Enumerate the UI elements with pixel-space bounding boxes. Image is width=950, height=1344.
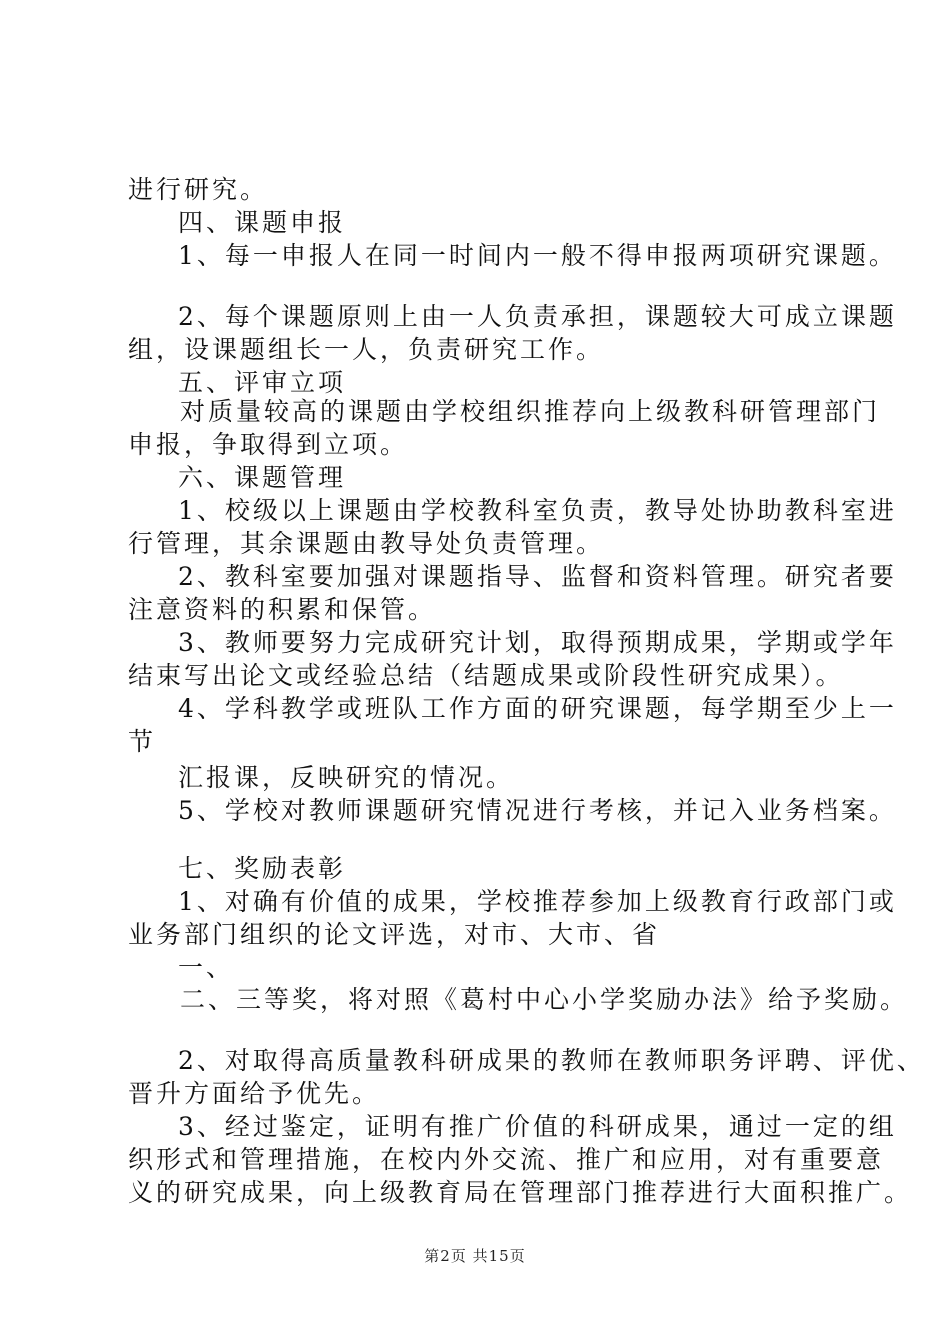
page-number-footer: 第2页 共15页 (424, 1247, 526, 1265)
text-line: 2、每个课题原则上由一人负责承担，课题较大可成立课题 (178, 302, 897, 331)
text-line: 申报，争取得到立项。 (128, 430, 409, 459)
text-line: 进行研究。 (128, 175, 269, 204)
text-line: 2、教科室要加强对课题指导、监督和资料管理。研究者要 (178, 562, 897, 591)
text-line: 晋升方面给予优先。 (128, 1079, 381, 1108)
section-heading: 六、课题管理 (178, 463, 347, 492)
text-line: 2、对取得高质量教科研成果的教师在教师职务评聘、评优、 (178, 1046, 925, 1075)
text-line: 织形式和管理措施，在校内外交流、推广和应用，对有重要意 (128, 1145, 885, 1174)
text-line: 5、学校对教师课题研究情况进行考核，并记入业务档案。 (178, 796, 897, 825)
text-line: 节 (128, 727, 157, 756)
text-line: 二、三等奖，将对照《葛村中心小学奖励办法》给予奖励。 (180, 985, 909, 1014)
text-line: 业务部门组织的论文评选，对市、大市、省 (128, 920, 661, 949)
text-line: 一、 (178, 953, 235, 982)
text-line: 对质量较高的课题由学校组织推荐向上级教科研管理部门 (180, 397, 881, 426)
text-line: 4、学科教学或班队工作方面的研究课题，每学期至少上一 (178, 694, 897, 723)
text-line: 1、校级以上课题由学校教科室负责，教导处协助教科室进 (178, 496, 897, 525)
text-line: 1、每一申报人在同一时间内一般不得申报两项研究课题。 (178, 241, 897, 270)
text-line: 组，设课题组长一人，负责研究工作。 (128, 335, 605, 364)
text-line: 义的研究成果，向上级教育局在管理部门推荐进行大面积推广。 (128, 1178, 913, 1207)
text-line: 3、经过鉴定，证明有推广价值的科研成果，通过一定的组 (178, 1112, 897, 1141)
text-line: 汇报课，反映研究的情况。 (178, 763, 515, 792)
text-line: 结束写出论文或经验总结（结题成果或阶段性研究成果）。 (128, 661, 844, 690)
text-line: 注意资料的积累和保管。 (128, 595, 437, 624)
text-line: 行管理，其余课题由教导处负责管理。 (128, 529, 605, 558)
text-line: 1、对确有价值的成果，学校推荐参加上级教育行政部门或 (178, 887, 897, 916)
section-heading: 五、评审立项 (178, 368, 347, 397)
section-heading: 七、奖励表彰 (178, 854, 347, 883)
section-heading: 四、课题申报 (178, 208, 347, 237)
text-line: 3、教师要努力完成研究计划，取得预期成果，学期或学年 (178, 628, 897, 657)
